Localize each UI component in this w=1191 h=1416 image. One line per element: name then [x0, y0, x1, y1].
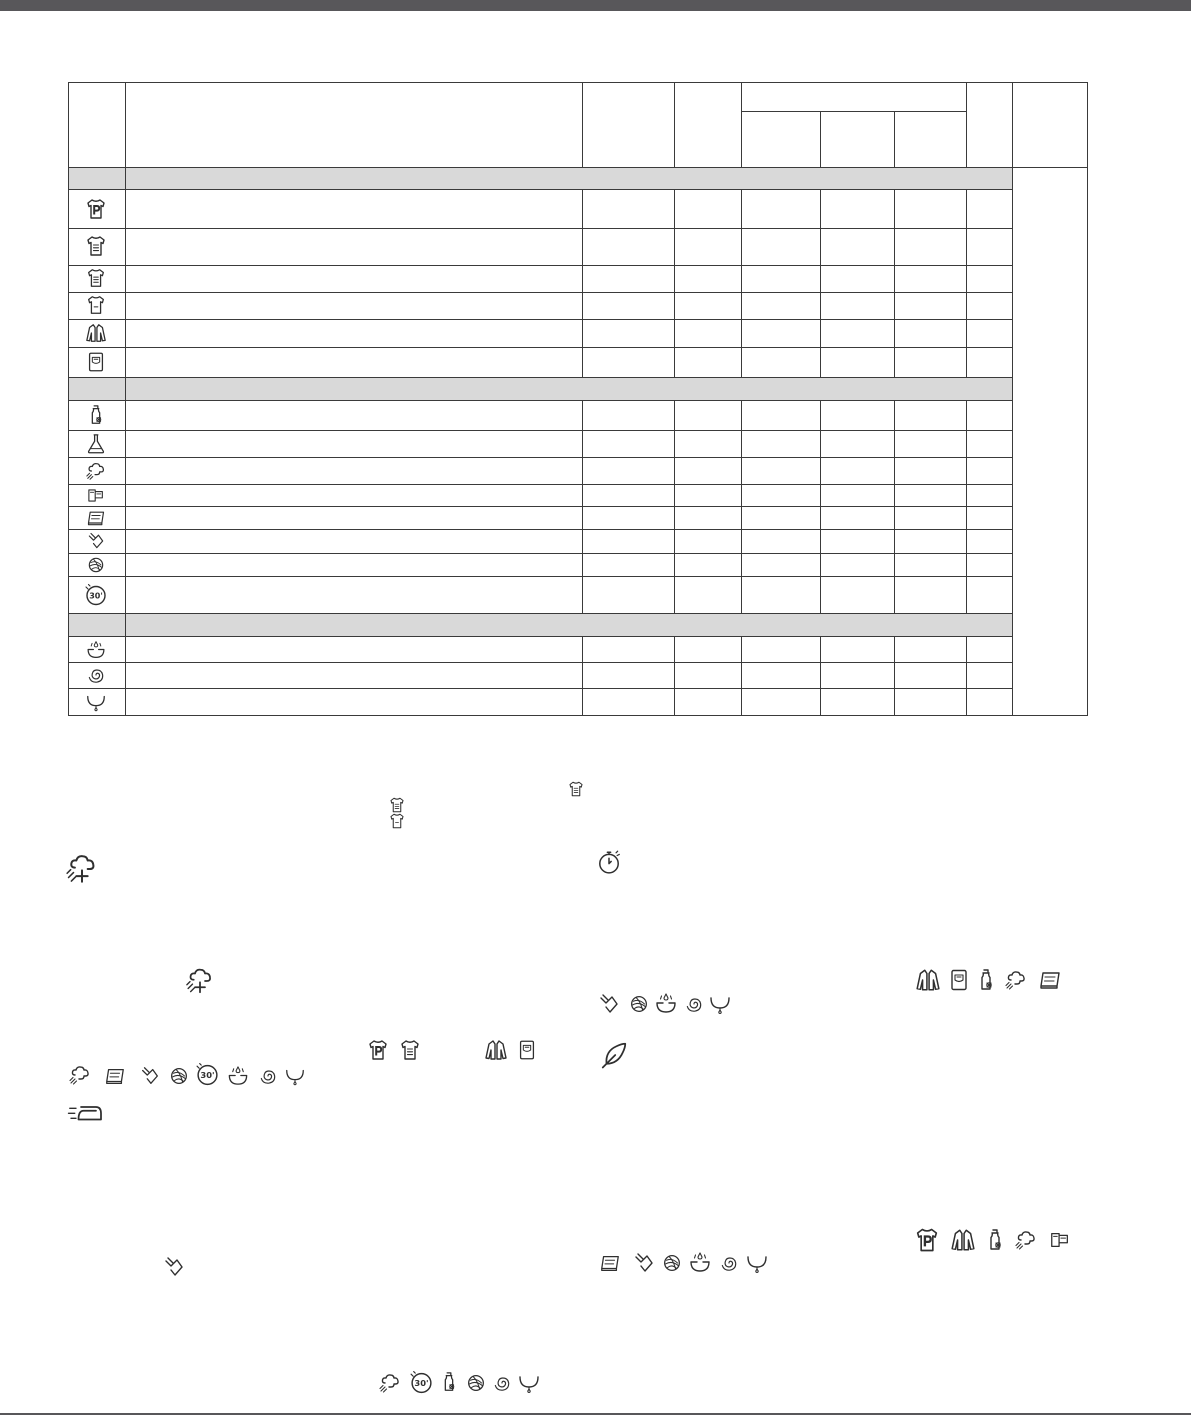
drain-icon [520, 1377, 538, 1393]
jacket-icon [486, 1041, 506, 1059]
tshirt-lines-icon [570, 782, 582, 796]
rinse-icon [229, 1067, 246, 1084]
section-row-2 [68, 377, 1012, 400]
tshirt-lines-icon [89, 270, 104, 287]
tshirt-lines-icon [88, 237, 104, 255]
steam-plus-icon [67, 856, 93, 882]
tshirt-p-icon [88, 200, 104, 218]
baby-bottle-icon [991, 1230, 1000, 1249]
spin-icon [261, 1071, 274, 1083]
blanket-icon [89, 512, 104, 525]
rinse-icon [657, 994, 675, 1012]
jeans-icon [521, 1041, 534, 1058]
tshirt-p-icon [370, 1041, 386, 1059]
flask-icon [89, 435, 104, 453]
baby-bottle-icon [92, 406, 100, 423]
bedding-icon [89, 490, 102, 501]
bedding-icon [1052, 1234, 1068, 1247]
steam-cloud-icon [87, 464, 104, 480]
jacket-icon [952, 1230, 974, 1250]
spin-icon [687, 999, 700, 1011]
jeans-icon [952, 971, 966, 990]
wool-icon [89, 558, 102, 571]
tshirt-lines-icon [402, 1041, 418, 1059]
notes-icons [0, 770, 1191, 1410]
silk-icon [89, 534, 102, 548]
iron-icon [69, 1107, 102, 1120]
bottom-rule [0, 1413, 1191, 1415]
timer-30-icon [86, 585, 105, 605]
section-row-1 [68, 167, 1012, 189]
wool-icon [632, 997, 647, 1012]
baby-bottle-icon [982, 970, 991, 989]
blanket-icon [107, 1070, 124, 1084]
wool-icon [172, 1069, 187, 1084]
feather-icon [603, 1044, 626, 1068]
wool-icon [665, 1256, 680, 1271]
timer-30-icon [197, 1064, 217, 1085]
section-row-3 [68, 613, 1012, 636]
drain-icon [88, 697, 105, 711]
steam-cloud-icon [70, 1067, 88, 1084]
jeans-icon [90, 353, 103, 370]
drain-icon [711, 998, 729, 1014]
rinse-icon [88, 642, 104, 658]
silk-icon [636, 1254, 652, 1271]
steam-cloud-icon [380, 1375, 398, 1392]
tshirt-p-icon [918, 1230, 937, 1251]
jacket-icon [917, 970, 939, 990]
drain-icon [748, 1257, 766, 1273]
blanket-icon [602, 1257, 619, 1271]
tshirt-dash-icon [89, 297, 104, 314]
silk-icon [166, 1258, 182, 1275]
rinse-icon [691, 1253, 709, 1271]
tshirt-lines-icon [391, 798, 403, 812]
timer-30-icon [411, 1372, 431, 1393]
steam-plus-icon [187, 970, 210, 993]
drain-icon [287, 1071, 304, 1085]
silk-icon [601, 995, 617, 1012]
steam-cloud-icon [1006, 972, 1024, 989]
spin-icon [722, 1258, 735, 1270]
stopwatch-icon [600, 851, 620, 873]
spin-icon [89, 670, 102, 682]
blanket-icon [1041, 973, 1059, 988]
silk-icon [143, 1068, 158, 1084]
steam-cloud-icon [1016, 1232, 1034, 1249]
jacket-icon [87, 325, 105, 342]
wool-icon [469, 1376, 484, 1391]
tshirt-dash-icon [391, 814, 403, 828]
baby-bottle-icon [445, 1373, 453, 1390]
spin-icon [495, 1378, 508, 1390]
